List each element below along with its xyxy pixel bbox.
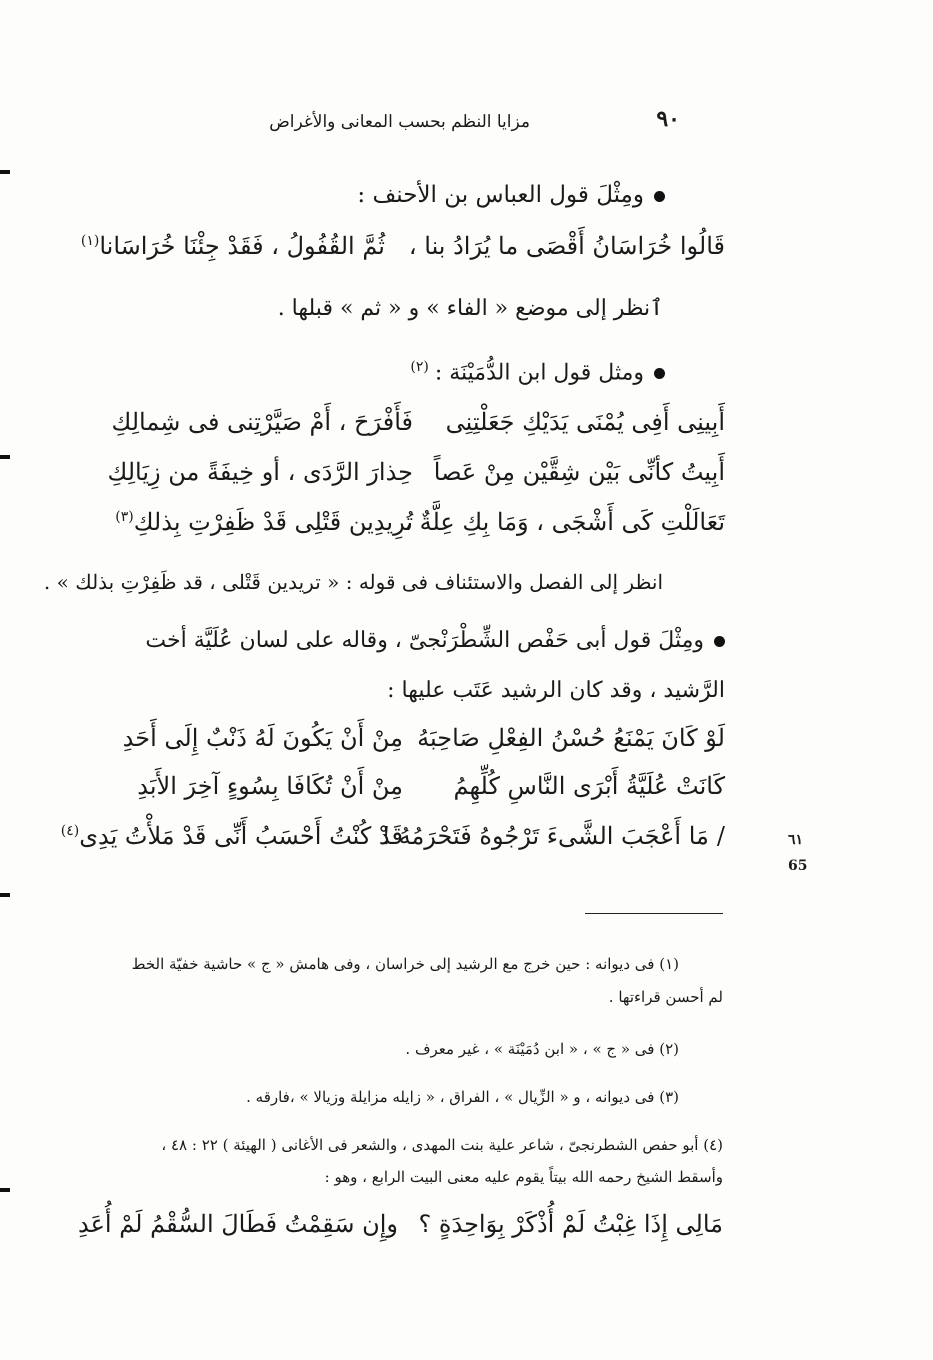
page-number: ٩٠ bbox=[656, 106, 680, 132]
verse3-1-second: مِنْ أَنْ يَكُونَ لَهُ ذَنْبٌ إِلَى أَحَدِ bbox=[122, 724, 403, 752]
scan-edge-mark bbox=[0, 455, 10, 459]
margin-latin-page-number: 65 bbox=[788, 858, 808, 874]
footnote-mark-3: (٣) bbox=[115, 509, 134, 525]
scan-edge-mark bbox=[0, 1188, 10, 1192]
verse3-1-first: لَوْ كَانَ يَمْنَعُ حُسْنُ الفِعْلِ صَاحِبَهُ bbox=[417, 724, 725, 752]
intro-shatranji-line1: ومِثْلَ قول أبى حَفْص الشِّطْرَنْجىّ ، وقاله على لسان عُلَيَّة أخت bbox=[145, 630, 725, 652]
footnote-3: (٣) فى ديوانه ، و « الزِّيال » ، الفراق ، « زايله مزايلة وزيالا » ،فارقه . bbox=[246, 1088, 679, 1106]
verse3-3-first: /مَا أَعْجَبَ الشَّىءَ تَرْجُوهُ فَتَحْرَمُهُ ! bbox=[381, 822, 725, 850]
scan-edge-mark bbox=[0, 893, 10, 897]
scan-edge-mark bbox=[0, 170, 10, 174]
footnote-separator bbox=[585, 913, 723, 914]
note-fasl-istinaf: انظر إلى الفصل والاستئناف فى قوله : « تريدين قَتْلى ، قد ظَفِرْتِ بذلك » . bbox=[43, 570, 663, 594]
footnote-mark-2: (٢) bbox=[410, 359, 429, 375]
footnote-4-line2: وأسقط الشيخ رحمه الله بيتاً يقوم عليه معنى البيت الرابع ، وهو : bbox=[324, 1168, 723, 1186]
running-title: مزايا النظم بحسب المعانى والأغراض bbox=[269, 112, 530, 132]
verse2-3-first: تَعَالَلْتِ كَى أَشْجَى ، وَمَا بِكِ عِلَّةٌ ، bbox=[404, 508, 725, 536]
footnote-4-line1: (٤) أبو حفص الشطرنجىّ ، شاعر علية بنت المهدى ، والشعر فى الأغانى ( الهيئة ) ٢٢ : ٤٨ ، bbox=[161, 1136, 723, 1154]
bullet-icon bbox=[714, 636, 725, 647]
verse2-1-second: فَأَفْرَحَ ، أَمْ صَيَّرْتِنى فى شِمالِكِ bbox=[111, 408, 413, 436]
bullet-icon bbox=[654, 191, 665, 202]
intro-dumayna: ومثل قول ابن الدُّمَيْنَة :$^{(٢)}$ bbox=[410, 360, 665, 384]
verse3-2-first: كَانَتْ عُلَيَّةُ أَبْرَى النَّاسِ كُلِّهِمُ bbox=[453, 772, 725, 800]
page-header bbox=[260, 106, 680, 140]
note-fa-thumma: ٱنظر إلى موضع « الفاء » و « ثم » قبلها . bbox=[277, 296, 663, 321]
verse2-1-first: أَبِينِى أَفِى يُمْنَى يَدَيْكِ جَعَلْتِنِى bbox=[445, 408, 725, 436]
footnote-2: (٢) فى « ج » ، « ابن دُمَيْنَة » ، غير معرف . bbox=[405, 1040, 679, 1058]
intro-shatranji-line2: الرَّشيد ، وقد كان الرشيد عَتَب عليها : bbox=[387, 678, 725, 703]
footnote-mark-4: (٤) bbox=[60, 823, 80, 839]
verse-slash: / bbox=[716, 822, 725, 850]
footnote-1-line1: (١) فى ديوانه : حين خرج مع الرشيد إلى خراسان ، وفى هامش « ج » حاشية خفيّة الخط bbox=[131, 955, 679, 973]
verse2-2-first: أَبِيتُ كأنِّى بَيْن شِقَّيْن مِنْ عَصاً bbox=[433, 458, 725, 486]
footnote-4-verse-first: مَالِى إِذَا غِبْتُ لَمْ أُذْكَرْ بِوَاحِدَةٍ ؟ bbox=[418, 1210, 723, 1238]
footnote-1-line2: لم أحسن قراءتها . bbox=[608, 988, 723, 1006]
intro-abbas: ومِثْلَ قول العباس بن الأحنف : bbox=[357, 184, 665, 207]
footnote-4-verse-second: وإِن سَقِمْتُ فَطَالَ السُّقْمُ لَمْ أُعَدِ bbox=[77, 1210, 398, 1238]
verse1-second-hemistich: ثُمَّ القُفُولُ ، فَقَدْ جِئْنَا خُرَاسَانا$^{(١)}$ bbox=[80, 232, 385, 260]
verse3-2-second: مِنْ أَنْ تُكَافَا بِسُوءٍ آخِرَ الأَبَدِ bbox=[137, 772, 403, 800]
footnote-mark-1: (١) bbox=[80, 233, 100, 249]
verse2-3-second: تُرِيدِين قَتْلِى قَدْ ظَفِرْتِ بِذلكِ$^{(٣)}$ bbox=[115, 508, 413, 536]
verse1-first-hemistich: قَالُوا خُرَاسَانُ أَقْصَى ما يُرَادُ بنا ، bbox=[408, 232, 725, 260]
margin-arabic-page-number: ٦١ bbox=[788, 832, 804, 848]
verse2-2-second: حِذارَ الرَّدَى ، أو خِيفَةً من زِيَالِكِ bbox=[107, 458, 413, 486]
verse3-3-second: قَدْ كُنْتُ أَحْسَبُ أَنِّى قَدْ مَلأْتُ يَدِى$^{(٤)}$ bbox=[60, 822, 403, 850]
bullet-icon bbox=[654, 368, 665, 379]
